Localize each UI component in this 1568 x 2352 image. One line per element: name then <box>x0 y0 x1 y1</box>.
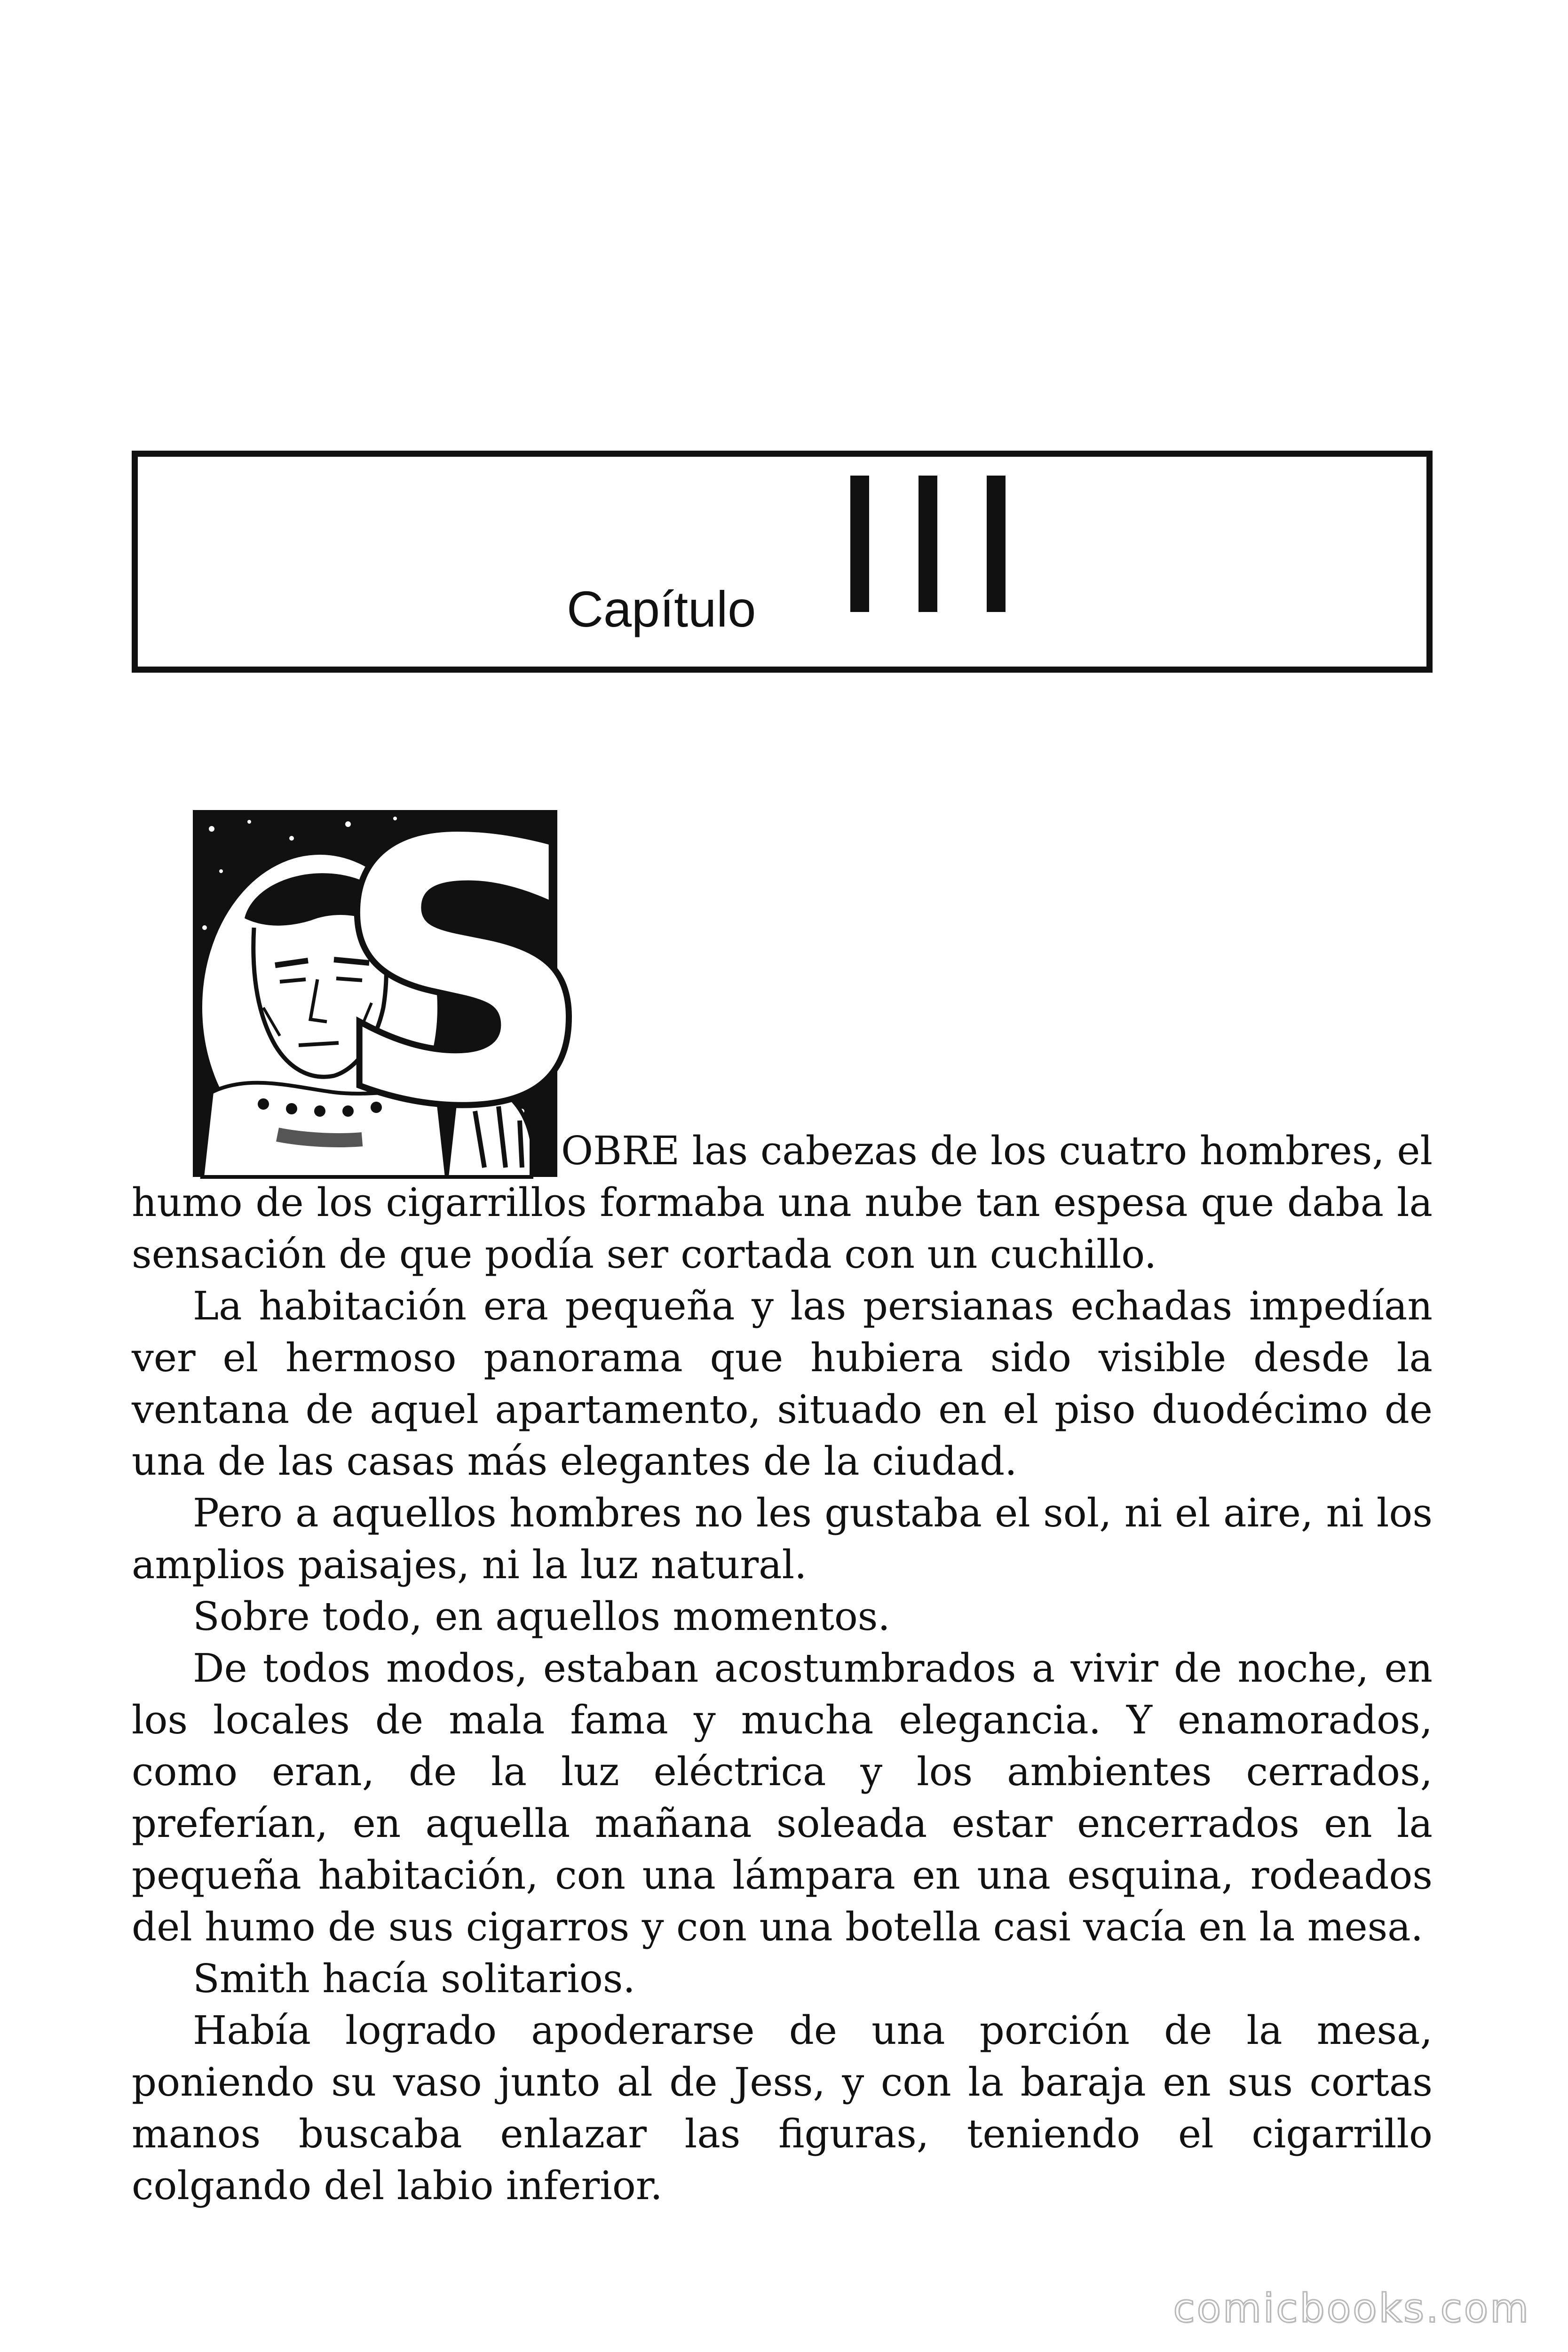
astronaut-drop-cap-icon <box>193 766 592 1182</box>
paragraph: Pero a aquellos hombres no les gustaba el sol, ni el aire, ni los amplios paisajes, ni la luz natural. <box>132 1490 1433 1588</box>
roman-numeral-stroke <box>919 476 937 612</box>
paragraph: Smith hacía solitarios. <box>193 1956 635 2002</box>
chapter-label: Capítulo <box>567 580 756 637</box>
paragraph: La habitación era pequeña y las persianas echadas impedían ver el hermoso panorama que hubiera sido visible desde la ventana de aquel apartamento, situado en el piso duodécimo de una de las casas más elegantes de la ciudad. <box>132 1283 1433 1484</box>
paragraph: Había logrado apoderarse de una porción de la mesa, poniendo su vaso junto al de Jess, y con la baraja en sus cortas manos buscaba enlazar las figuras, teniendo el cigarrillo colgando del labio inferior. <box>132 2008 1433 2209</box>
drop-cap-letter: S <box>334 766 592 1182</box>
chapter-body-text <box>132 766 1433 2212</box>
roman-numeral-stroke <box>987 476 1006 612</box>
roman-numeral-stroke <box>850 476 869 612</box>
watermark: comicbooks.com <box>1173 2285 1530 2331</box>
paragraph: De todos modos, estaban acostumbrados a vivir de noche, en los locales de mala fama y mucha elegancia. Y enamorados, como eran, de la luz eléctrica y los ambientes cerrados, preferían, en aquella mañana soleada estar encerrados en la pequeña habitación, con una lámpara en una esquina, rodeados del humo de sus cigarros y con una botella casi vacía en la mesa. <box>132 1645 1433 1950</box>
chapter-heading-box <box>132 451 1433 673</box>
chapter-number-roman <box>850 476 1010 617</box>
paragraph: Sobre todo, en aquellos momentos. <box>193 1594 890 1639</box>
paragraph: OBRE las cabezas de los cuatro hombres, el humo de los cigarrillos formaba una nube tan espesa que daba la sensación de que podía ser cortada con un cuchillo. <box>132 1128 1433 1277</box>
